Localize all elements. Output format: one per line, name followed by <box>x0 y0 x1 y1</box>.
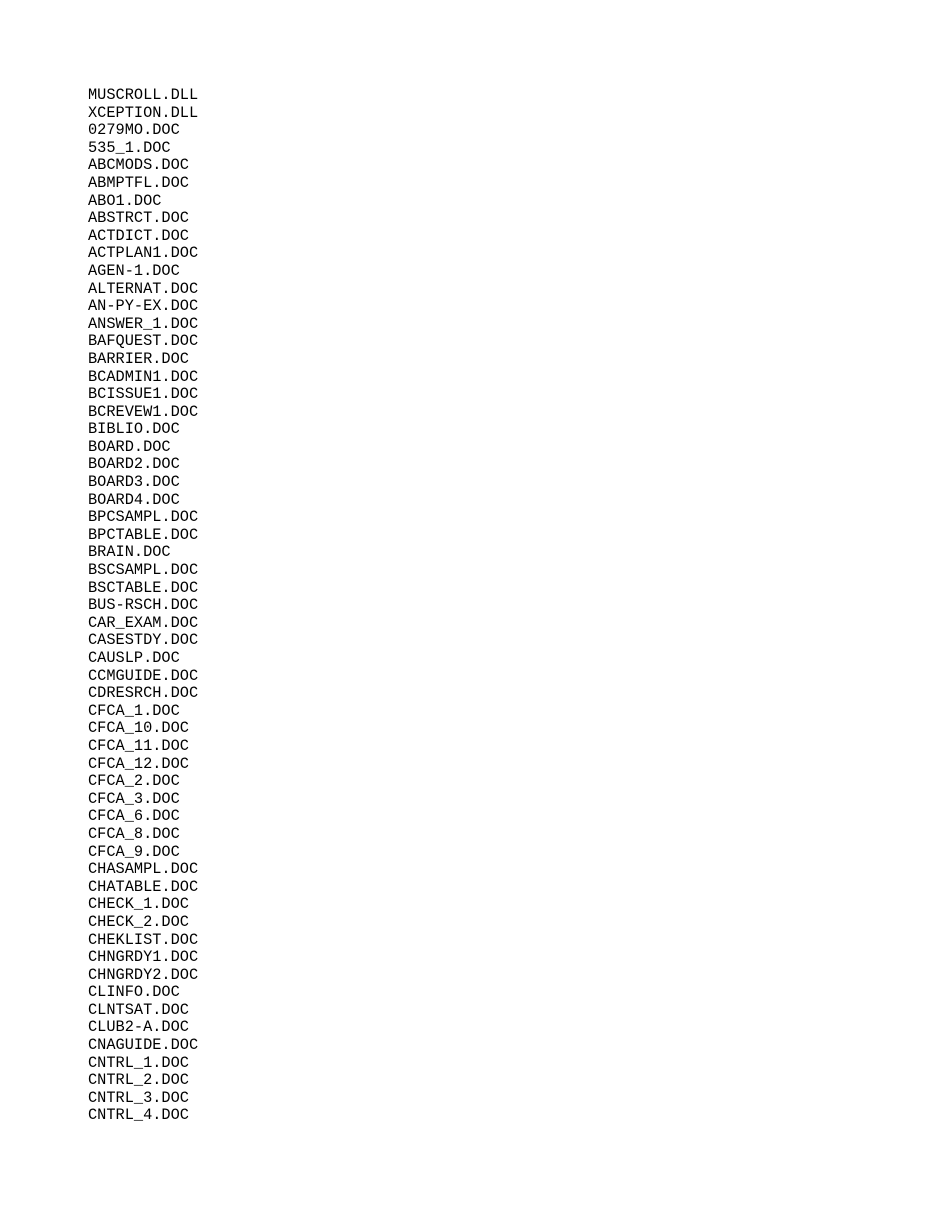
file-name-line: 0279MO.DOC <box>88 121 180 140</box>
file-name-line: CLUB2-A.DOC <box>88 1018 189 1037</box>
file-name-line: CFCA_8.DOC <box>88 824 180 843</box>
file-name-line: ABO1.DOC <box>88 191 162 210</box>
file-name-line: BAFQUEST.DOC <box>88 332 199 351</box>
file-name-line: BOARD.DOC <box>88 437 171 456</box>
file-name-line: BPCTABLE.DOC <box>88 525 199 544</box>
file-name-line: CHEKLIST.DOC <box>88 930 199 949</box>
file-name-line: CNAGUIDE.DOC <box>88 1036 199 1055</box>
file-name-line: XCEPTION.DLL <box>88 103 199 122</box>
file-list <box>88 87 198 1125</box>
file-name-line: CLINFO.DOC <box>88 983 180 1002</box>
file-name-line: CFCA_6.DOC <box>88 807 180 826</box>
file-name-line: BSCTABLE.DOC <box>88 578 199 597</box>
file-name-line: BIBLIO.DOC <box>88 420 180 439</box>
file-name-line: BCADMIN1.DOC <box>88 367 199 386</box>
file-name-line: BRAIN.DOC <box>88 543 171 562</box>
file-name-line: BPCSAMPL.DOC <box>88 508 199 527</box>
file-name-line: BOARD4.DOC <box>88 490 180 509</box>
file-name-line: ACTDICT.DOC <box>88 226 189 245</box>
file-name-line: AGEN-1.DOC <box>88 261 180 280</box>
file-name-line: CNTRL_2.DOC <box>88 1071 189 1090</box>
file-name-line: BSCSAMPL.DOC <box>88 561 199 580</box>
file-name-line: CFCA_1.DOC <box>88 701 180 720</box>
file-name-line: CFCA_9.DOC <box>88 842 180 861</box>
file-name-line: CFCA_2.DOC <box>88 772 180 791</box>
file-name-line: ANSWER_1.DOC <box>88 314 199 333</box>
file-name-line: CHNGRDY2.DOC <box>88 965 199 984</box>
file-name-line: CHATABLE.DOC <box>88 877 199 896</box>
file-name-line: CFCA_10.DOC <box>88 719 189 738</box>
file-name-line: CNTRL_4.DOC <box>88 1106 189 1125</box>
file-name-line: BOARD3.DOC <box>88 473 180 492</box>
file-name-line: CNTRL_3.DOC <box>88 1088 189 1107</box>
file-name-line: CASESTDY.DOC <box>88 631 199 650</box>
file-name-line: CAR_EXAM.DOC <box>88 613 199 632</box>
file-name-line: ACTPLAN1.DOC <box>88 244 199 263</box>
file-name-line: CNTRL_1.DOC <box>88 1053 189 1072</box>
file-name-line: CFCA_11.DOC <box>88 736 189 755</box>
file-name-line: CHASAMPL.DOC <box>88 860 199 879</box>
file-name-line: BUS-RSCH.DOC <box>88 596 199 615</box>
file-name-line: BCISSUE1.DOC <box>88 385 199 404</box>
file-name-line: CFCA_12.DOC <box>88 754 189 773</box>
file-name-line: CCMGUIDE.DOC <box>88 666 199 685</box>
file-name-line: CHECK_1.DOC <box>88 895 189 914</box>
file-name-line: CDRESRCH.DOC <box>88 684 199 703</box>
file-name-line: BCREVEW1.DOC <box>88 402 199 421</box>
file-name-line: BOARD2.DOC <box>88 455 180 474</box>
file-name-line: ALTERNAT.DOC <box>88 279 199 298</box>
file-name-line: AN-PY-EX.DOC <box>88 297 199 316</box>
file-name-line: ABMPTFL.DOC <box>88 173 189 192</box>
file-name-line: 535_1.DOC <box>88 138 171 157</box>
file-name-line: ABCMODS.DOC <box>88 156 189 175</box>
file-name-line: CHECK_2.DOC <box>88 912 189 931</box>
file-name-line: MUSCROLL.DLL <box>88 86 199 104</box>
file-name-line: BARRIER.DOC <box>88 349 189 368</box>
file-name-line: CFCA_3.DOC <box>88 789 180 808</box>
file-name-line: ABSTRCT.DOC <box>88 209 189 228</box>
file-name-line: CLNTSAT.DOC <box>88 1000 189 1019</box>
file-name-line: CHNGRDY1.DOC <box>88 948 199 967</box>
file-name-line: CAUSLP.DOC <box>88 649 180 667</box>
